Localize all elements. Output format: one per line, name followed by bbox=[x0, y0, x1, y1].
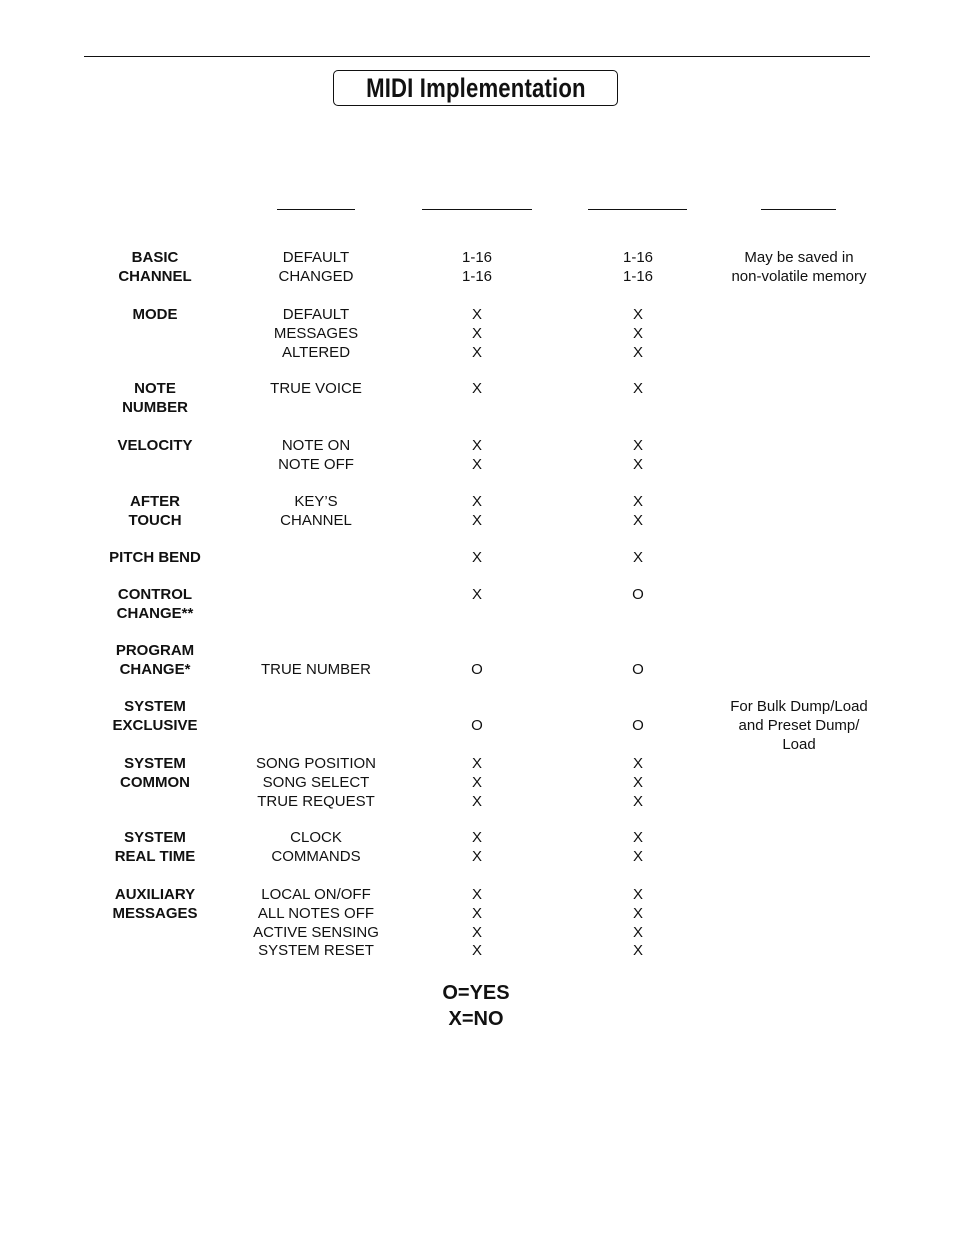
function-line: TRUE REQUEST bbox=[257, 792, 375, 810]
transmitted-line: X bbox=[471, 511, 482, 529]
category-line: VELOCITY bbox=[117, 437, 193, 454]
transmitted-line: X bbox=[471, 773, 482, 791]
legend bbox=[376, 980, 576, 1032]
function-line: SONG POSITION bbox=[255, 755, 376, 772]
transmitted-line: X bbox=[471, 755, 482, 772]
category-line: NUMBER bbox=[122, 398, 188, 416]
recognized-line: X bbox=[632, 455, 643, 473]
function-line: COMMANDS bbox=[271, 847, 361, 865]
category-line: CHANNEL bbox=[118, 267, 192, 285]
category-line: SYSTEM bbox=[124, 829, 186, 846]
transmitted-line: X bbox=[471, 829, 482, 846]
remarks-line: non-volatile memory bbox=[731, 267, 867, 285]
recognized-line: X bbox=[632, 493, 643, 510]
transmitted-line: 1-16 bbox=[461, 249, 493, 266]
recognized-line: X bbox=[632, 923, 643, 941]
recognized-line: X bbox=[632, 343, 643, 361]
category-line: CHANGE** bbox=[116, 604, 194, 622]
category-line: PROGRAM bbox=[115, 642, 195, 659]
category-line: BASIC bbox=[131, 249, 179, 266]
recognized-line: X bbox=[632, 773, 643, 791]
category-line: TOUCH bbox=[128, 511, 182, 529]
function-line: DEFAULT bbox=[282, 306, 350, 323]
recognized-line: X bbox=[632, 942, 643, 960]
function-header-line bbox=[277, 209, 355, 210]
recognized-header-line bbox=[588, 209, 687, 210]
transmitted-line: X bbox=[471, 306, 482, 323]
recognized-line: X bbox=[632, 549, 643, 566]
row-8-remarks bbox=[689, 698, 909, 754]
function-line: NOTE ON bbox=[281, 437, 351, 454]
function-line: ALTERED bbox=[281, 343, 351, 361]
recognized-line: X bbox=[632, 306, 643, 323]
category-line: REAL TIME bbox=[114, 847, 196, 865]
function-line: DEFAULT bbox=[282, 249, 350, 266]
row-7-recognized bbox=[528, 661, 748, 680]
recognized-line: X bbox=[632, 380, 643, 397]
recognized-line: 1-16 bbox=[622, 267, 654, 285]
category-line: AFTER bbox=[130, 493, 180, 510]
recognized-line: X bbox=[632, 792, 643, 810]
recognized-line: X bbox=[632, 829, 643, 846]
row-4-recognized bbox=[528, 493, 748, 531]
recognized-line: O bbox=[632, 660, 644, 678]
transmitted-line: X bbox=[471, 942, 482, 960]
function-line: NOTE OFF bbox=[278, 455, 354, 473]
function-line: SONG SELECT bbox=[262, 773, 370, 791]
remarks-line: May be saved in bbox=[744, 249, 854, 266]
transmitted-line: X bbox=[471, 380, 482, 397]
remarks-line: For Bulk Dump/Load bbox=[730, 698, 868, 715]
category-line: MODE bbox=[132, 306, 178, 323]
transmitted-line: O bbox=[471, 716, 483, 734]
function-line: TRUE VOICE bbox=[270, 380, 362, 397]
recognized-line: X bbox=[632, 847, 643, 865]
remarks-header-line bbox=[761, 209, 836, 210]
function-line: CHANNEL bbox=[280, 511, 352, 529]
function-line: KEY’S bbox=[294, 493, 338, 510]
category-line: EXCLUSIVE bbox=[112, 716, 198, 734]
row-9-recognized bbox=[528, 755, 748, 811]
function-line: SYSTEM RESET bbox=[258, 942, 374, 960]
row-5-recognized bbox=[528, 549, 748, 568]
row-3-recognized bbox=[528, 437, 748, 475]
title-box bbox=[333, 70, 618, 106]
category-line: CONTROL bbox=[117, 586, 193, 603]
row-6-category bbox=[45, 586, 265, 624]
transmitted-line: X bbox=[471, 324, 482, 342]
function-line: TRUE NUMBER bbox=[260, 660, 371, 678]
row-1-recognized bbox=[528, 306, 748, 362]
transmitted-line: X bbox=[471, 904, 482, 922]
row-10-recognized bbox=[528, 829, 748, 867]
transmitted-line: X bbox=[471, 493, 482, 510]
legend-yes: O=YES bbox=[442, 982, 510, 1004]
transmitted-line: X bbox=[471, 847, 482, 865]
function-line: LOCAL ON/OFF bbox=[261, 886, 371, 903]
recognized-line: 1-16 bbox=[622, 249, 654, 266]
top-rule bbox=[84, 56, 870, 57]
recognized-line: O bbox=[632, 586, 644, 603]
recognized-line: X bbox=[632, 886, 643, 903]
category-line: PITCH BEND bbox=[109, 549, 201, 566]
row-11-recognized bbox=[528, 886, 748, 961]
function-line: ACTIVE SENSING bbox=[253, 923, 379, 941]
category-line: NOTE bbox=[134, 380, 176, 397]
function-line: CHANGED bbox=[278, 267, 354, 285]
category-line: SYSTEM bbox=[124, 755, 186, 772]
function-line: CLOCK bbox=[290, 829, 342, 846]
transmitted-line: X bbox=[471, 549, 482, 566]
row-5-category bbox=[45, 549, 265, 568]
page-title: MIDI Implementation bbox=[365, 72, 586, 103]
category-line: SYSTEM bbox=[124, 698, 186, 715]
recognized-line: O bbox=[632, 716, 644, 734]
category-line: AUXILIARY bbox=[114, 886, 196, 903]
function-line: ALL NOTES OFF bbox=[257, 904, 375, 922]
row-6-recognized bbox=[528, 586, 748, 605]
remarks-line: and Preset Dump/ bbox=[738, 716, 860, 734]
transmitted-line: X bbox=[471, 792, 482, 810]
row-0-remarks bbox=[689, 249, 909, 287]
row-8-category bbox=[45, 698, 265, 736]
legend-no: X=NO bbox=[448, 1008, 504, 1030]
transmitted-line: O bbox=[471, 660, 483, 678]
transmitted-line: X bbox=[471, 886, 482, 903]
transmitted-line: X bbox=[471, 437, 482, 454]
remarks-line: Load bbox=[782, 735, 816, 753]
category-line: CHANGE* bbox=[119, 660, 191, 678]
transmitted-line: X bbox=[471, 343, 482, 361]
category-line: MESSAGES bbox=[112, 904, 198, 922]
row-2-recognized bbox=[528, 380, 748, 399]
transmitted-line: X bbox=[471, 586, 482, 603]
recognized-line: X bbox=[632, 437, 643, 454]
transmitted-line: X bbox=[471, 455, 482, 473]
function-line: MESSAGES bbox=[273, 324, 359, 342]
transmitted-header-line bbox=[422, 209, 532, 210]
transmitted-line: X bbox=[471, 923, 482, 941]
transmitted-line: 1-16 bbox=[461, 267, 493, 285]
recognized-line: X bbox=[632, 755, 643, 772]
recognized-line: X bbox=[632, 904, 643, 922]
recognized-line: X bbox=[632, 511, 643, 529]
recognized-line: X bbox=[632, 324, 643, 342]
category-line: COMMON bbox=[120, 773, 190, 791]
